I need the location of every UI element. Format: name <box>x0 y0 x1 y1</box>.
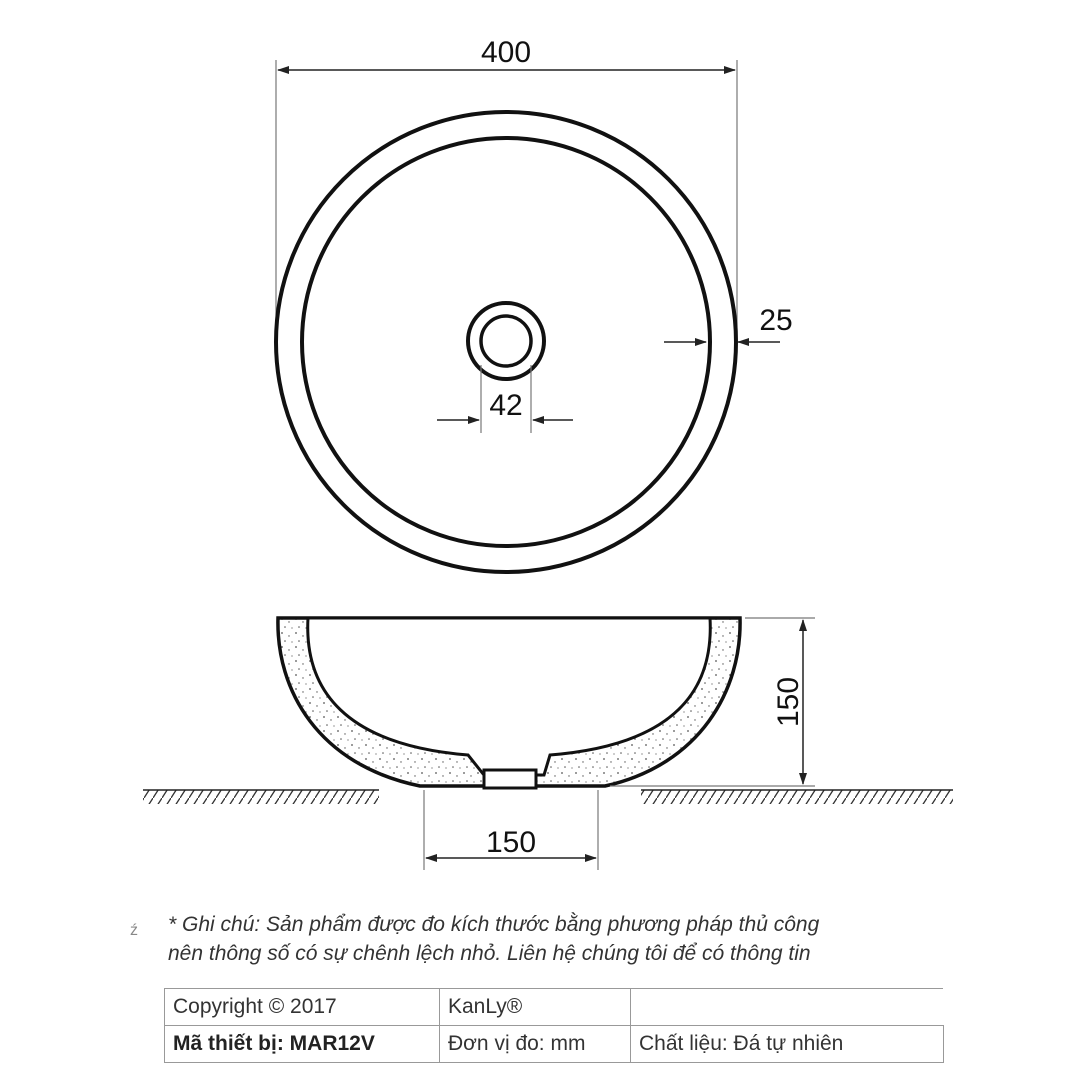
empty-cell <box>631 989 944 1026</box>
dim-label-42: 42 <box>489 389 523 422</box>
note-marker: ź <box>130 922 138 939</box>
note-line-2: nên thông số có sự chênh lệch nhỏ. Liên hệ chúng tôi để có thông tin <box>168 942 811 965</box>
spec-row-2 <box>165 1026 944 1063</box>
drain-inner-circle <box>481 316 531 366</box>
side-view <box>143 618 953 870</box>
unit-cell: Đơn vị đo: mm <box>440 1026 631 1063</box>
brand-cell: KanLy® <box>440 989 631 1026</box>
dim-label-height: 150 <box>772 676 805 728</box>
countertop-hatch-left <box>143 790 379 804</box>
countertop-hatch-right <box>641 790 953 804</box>
material-cell: Chất liệu: Đá tự nhiên <box>631 1026 944 1063</box>
dim-label-base: 150 <box>485 826 537 859</box>
spec-table <box>164 988 944 1063</box>
top-view <box>276 36 793 572</box>
drain-outlet <box>484 770 536 788</box>
measurement-note <box>168 910 968 968</box>
model-cell: Mã thiết bị: MAR12V <box>165 1026 440 1063</box>
spec-row-1 <box>165 989 944 1026</box>
dim-label-400: 400 <box>480 36 532 69</box>
inner-rim-circle <box>302 138 710 546</box>
dim-label-25: 25 <box>759 304 793 337</box>
note-line-1: * Ghi chú: Sản phẩm được đo kích thước bằng phương pháp thủ công <box>168 913 820 936</box>
copyright-cell: Copyright © 2017 <box>165 989 440 1026</box>
